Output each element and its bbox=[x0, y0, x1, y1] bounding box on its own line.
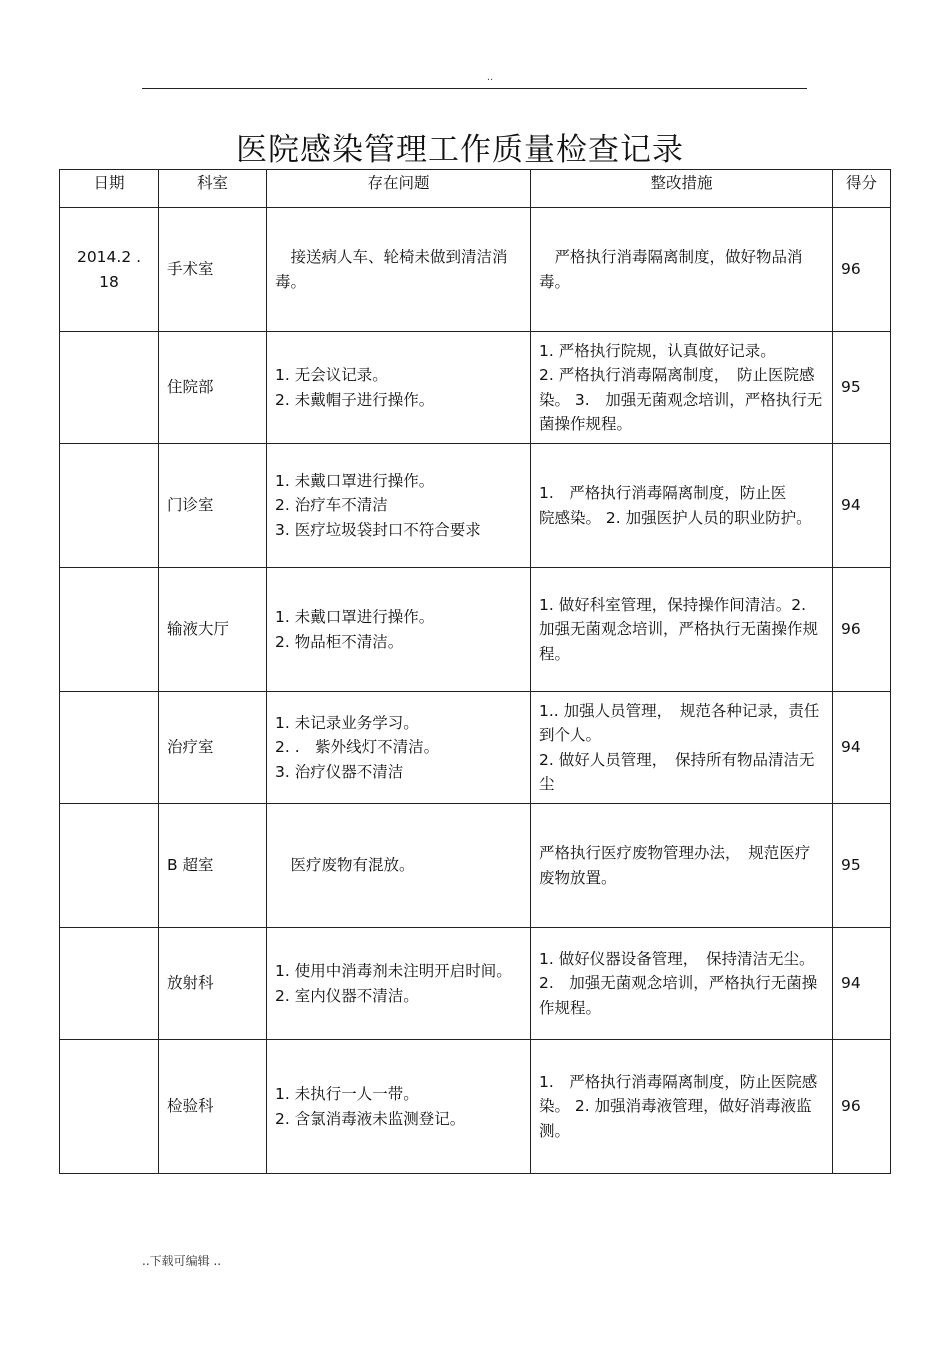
cell-corrective-measures bbox=[531, 444, 833, 568]
column-header-corrective-measures: 整改措施 bbox=[531, 170, 833, 208]
cell-corrective-measures bbox=[531, 692, 833, 804]
cell-corrective-measures bbox=[531, 804, 833, 928]
footer-note: ..下载可编辑 .. bbox=[142, 1254, 222, 1268]
column-header-score: 得分 bbox=[833, 170, 891, 208]
cell-date bbox=[60, 444, 159, 568]
cell-score: 95 bbox=[833, 332, 891, 444]
cell-date bbox=[60, 692, 159, 804]
cell-department: 手术室 bbox=[159, 208, 267, 332]
measure-line: 严格执行消毒隔离制度，做好物品消毒。 bbox=[539, 248, 803, 291]
issue-line: 医疗废物有混放。 bbox=[275, 856, 415, 875]
issue-line: 2. 治疗车不清洁 bbox=[275, 496, 388, 515]
cell-corrective-measures bbox=[531, 332, 833, 444]
cell-corrective-measures bbox=[531, 568, 833, 692]
column-header-date: 日期 bbox=[60, 170, 159, 208]
measure-line: 1. 严格执行消毒隔离制度，防止医院感染。 2. 加强消毒液管理，做好消毒液监测。 bbox=[539, 1072, 818, 1140]
issue-line: 1. 未执行一人一带。 bbox=[275, 1085, 419, 1103]
cell-department: 检验科 bbox=[159, 1040, 267, 1174]
cell-score: 96 bbox=[833, 1040, 891, 1174]
table-row bbox=[60, 208, 891, 332]
measure-line: 1.. 加强人员管理， 规范各种记录，责任到个人。 bbox=[539, 701, 820, 744]
table-row bbox=[60, 804, 891, 928]
cell-issues bbox=[267, 804, 531, 928]
cell-score: 96 bbox=[833, 208, 891, 332]
issue-line: 3. 医疗垃圾袋封口不符合要求 bbox=[275, 520, 481, 539]
issue-line: 接送病人车、轮椅未做到清洁消毒。 bbox=[275, 248, 508, 291]
issue-line: 2. 物品柜不清洁。 bbox=[275, 632, 404, 651]
issue-line: 2. . 紫外线灯不清洁。 bbox=[275, 738, 440, 757]
cell-date bbox=[60, 332, 159, 444]
table-header-row bbox=[60, 170, 891, 208]
issue-line: 1. 未记录业务学习。 bbox=[275, 713, 419, 732]
issue-line: 1. 未戴口罩进行操作。 bbox=[275, 608, 435, 626]
cell-department: 输液大厅 bbox=[159, 568, 267, 692]
cell-department: B 超室 bbox=[159, 804, 267, 928]
issue-line: 3. 治疗仪器不清洁 bbox=[275, 762, 404, 781]
column-header-department: 科室 bbox=[159, 170, 267, 208]
column-header-issues: 存在问题 bbox=[267, 170, 531, 208]
measure-line: 2. 严格执行消毒隔离制度， 防止医院感染。 3. 加强无菌观念培训，严格执行无菌操作规程。 bbox=[539, 366, 823, 433]
cell-issues bbox=[267, 332, 531, 444]
measure-line: 2. 做好人员管理， 保持所有物品清洁无尘 bbox=[539, 750, 815, 793]
cell-department: 住院部 bbox=[159, 332, 267, 444]
table-row bbox=[60, 692, 891, 804]
cell-score: 94 bbox=[833, 928, 891, 1040]
measure-line: 院感染。 2. 加强医护人员的职业防护。 bbox=[539, 508, 812, 527]
cell-date bbox=[60, 804, 159, 928]
cell-issues bbox=[267, 928, 531, 1040]
measure-line: 1. 做好仪器设备管理， 保持清洁无尘。 2. 加强无菌观念培训，严格执行无菌操作规程。 bbox=[539, 949, 818, 1017]
measure-line: 1. 严格执行消毒隔离制度，防止医 bbox=[539, 484, 787, 502]
cell-issues bbox=[267, 208, 531, 332]
cell-date: 2014.2 . 18 bbox=[60, 208, 159, 332]
cell-score: 94 bbox=[833, 692, 891, 804]
cell-date bbox=[60, 568, 159, 692]
cell-issues bbox=[267, 692, 531, 804]
issue-line: 1. 未戴口罩进行操作。 bbox=[275, 471, 435, 490]
cell-score: 94 bbox=[833, 444, 891, 568]
table-row bbox=[60, 568, 891, 692]
cell-department: 放射科 bbox=[159, 928, 267, 1040]
table-row bbox=[60, 444, 891, 568]
inspection-record-table bbox=[59, 169, 891, 1174]
cell-issues bbox=[267, 568, 531, 692]
cell-date bbox=[60, 928, 159, 1040]
table-row bbox=[60, 332, 891, 444]
page-title: 医院感染管理工作质量检查记录 bbox=[236, 132, 684, 168]
cell-corrective-measures bbox=[531, 208, 833, 332]
issue-line: 2. 含氯消毒液未监测登记。 bbox=[275, 1109, 466, 1128]
cell-date bbox=[60, 1040, 159, 1174]
cell-department: 门诊室 bbox=[159, 444, 267, 568]
issue-line: 1. 无会议记录。 bbox=[275, 366, 388, 384]
cell-score: 95 bbox=[833, 804, 891, 928]
table-row bbox=[60, 928, 891, 1040]
cell-score: 96 bbox=[833, 568, 891, 692]
cell-corrective-measures bbox=[531, 1040, 833, 1174]
header-mark: .. bbox=[486, 72, 494, 83]
issue-line: 1. 使用中消毒剂未注明开启时间。 2. 室内仪器不清洁。 bbox=[275, 962, 512, 1005]
cell-corrective-measures bbox=[531, 928, 833, 1040]
measure-line: 严格执行医疗废物管理办法， 规范医疗废物放置。 bbox=[539, 844, 811, 887]
measure-line: 1. 严格执行院规，认真做好记录。 bbox=[539, 341, 776, 360]
measure-line: 1. 做好科室管理，保持操作间清洁。2. 加强无菌观念培训，严格执行无菌操作规程。 bbox=[539, 595, 819, 663]
header-rule bbox=[142, 88, 807, 89]
cell-issues bbox=[267, 1040, 531, 1174]
table-body bbox=[60, 208, 891, 1174]
table-row bbox=[60, 1040, 891, 1174]
cell-department: 治疗室 bbox=[159, 692, 267, 804]
issue-line: 2. 未戴帽子进行操作。 bbox=[275, 390, 435, 409]
cell-issues bbox=[267, 444, 531, 568]
